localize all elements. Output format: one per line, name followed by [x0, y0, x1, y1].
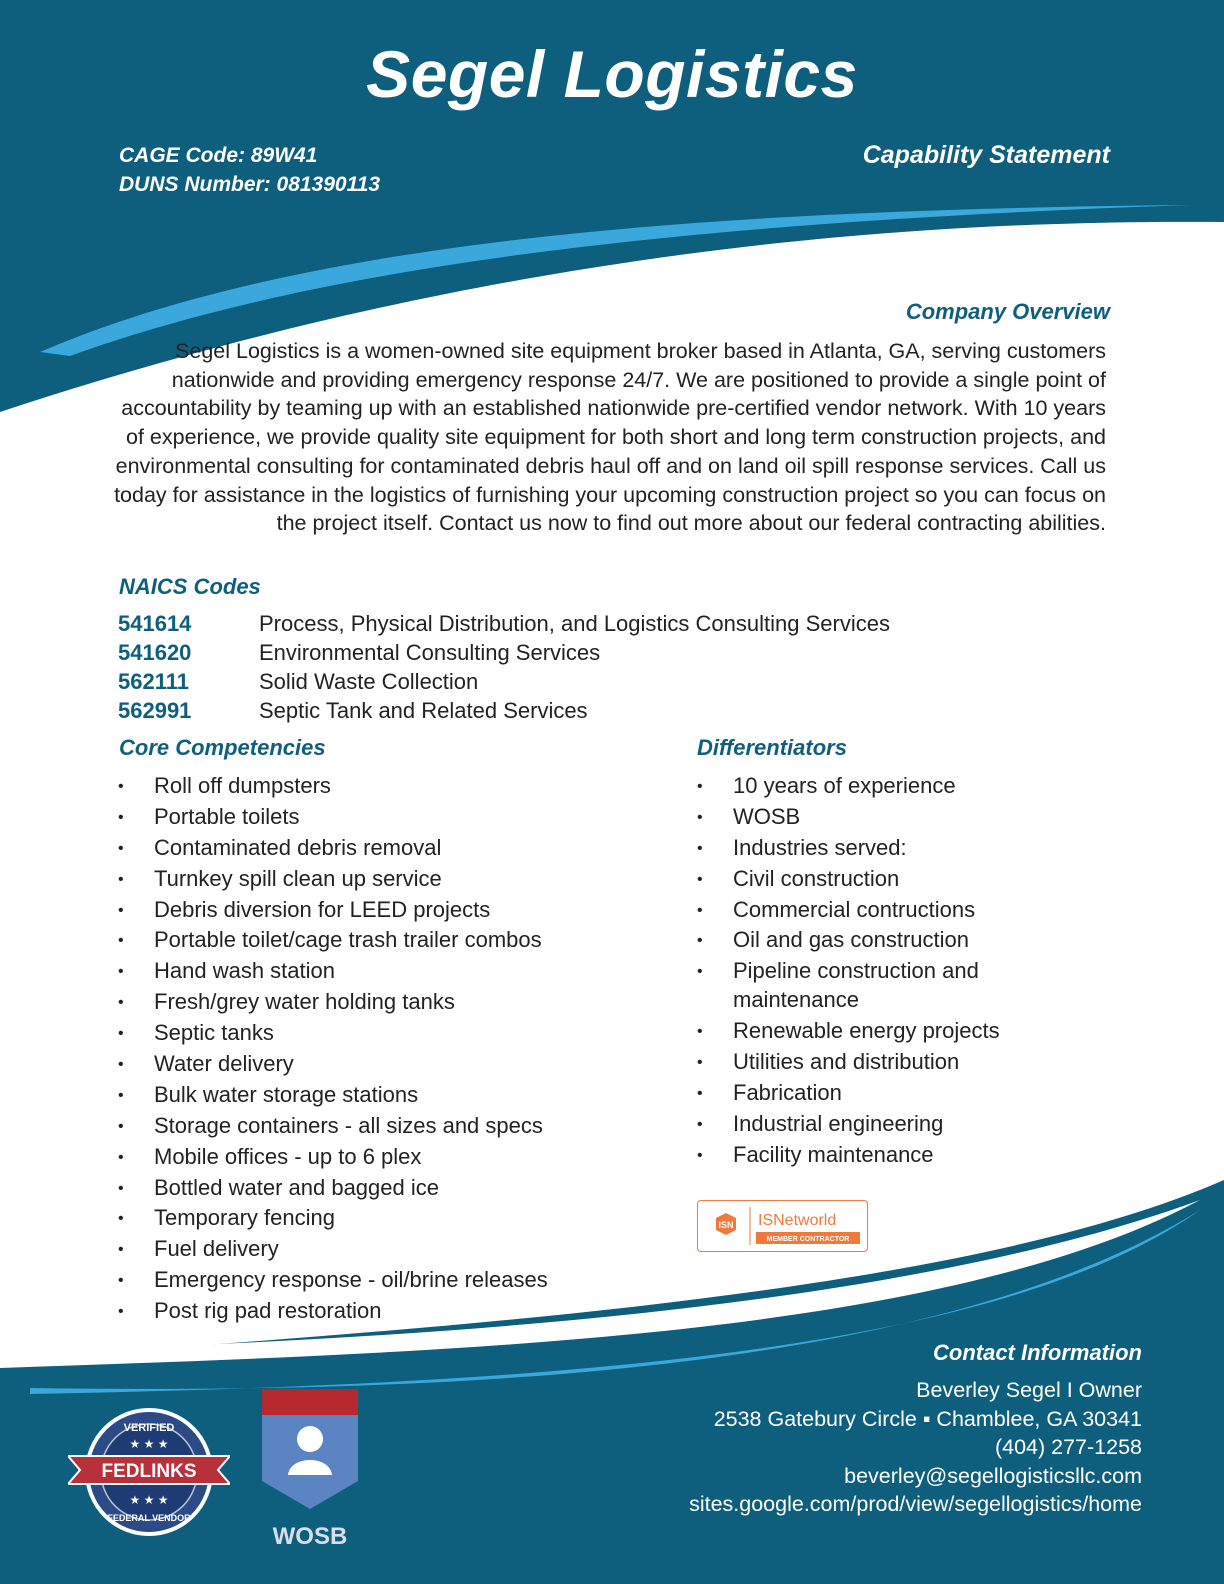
- differentiators-list: [697, 771, 1127, 1171]
- naics-code: 541620: [118, 640, 192, 665]
- differentiators-heading: Differentiators: [697, 735, 847, 760]
- naics-row: [118, 696, 890, 725]
- contact-address: 2538 Gatebury Circle ▪ Chamblee, GA 30341: [713, 1406, 1142, 1431]
- list-item: • Hand wash station: [118, 956, 658, 985]
- list-item: • Portable toilets: [118, 802, 658, 831]
- list-item: • Renewable energy projects: [697, 1016, 1127, 1045]
- naics-row: [118, 638, 890, 667]
- list-item: • Industries served:: [697, 833, 1127, 862]
- isnetworld-badge: [697, 1200, 868, 1252]
- list-item: • Facility maintenance: [697, 1140, 1127, 1169]
- naics-code: 541614: [118, 611, 192, 636]
- list-item: • Mobile offices - up to 6 plex: [118, 1142, 658, 1171]
- svg-text:FEDLINKS: FEDLINKS: [101, 1461, 197, 1482]
- core-competencies-list: [118, 771, 658, 1327]
- naics-row: [118, 667, 890, 696]
- list-item: • WOSB: [697, 802, 1127, 831]
- company-title: Segel Logistics: [366, 37, 858, 111]
- list-item: • Storage containers - all sizes and specs: [118, 1111, 658, 1140]
- list-item: • Temporary fencing: [118, 1203, 658, 1232]
- list-item: • Pipeline construction and maintenance: [697, 956, 1033, 1014]
- svg-text:★ ★ ★: ★ ★ ★: [129, 1437, 169, 1451]
- list-item: • Post rig pad restoration: [118, 1296, 658, 1325]
- list-item: • Contaminated debris removal: [118, 833, 658, 862]
- naics-description: Solid Waste Collection: [259, 669, 479, 694]
- naics-code: 562111: [118, 669, 189, 694]
- naics-row: [118, 609, 890, 638]
- svg-text:ISN: ISN: [718, 1220, 734, 1230]
- list-item: • Fuel delivery: [118, 1234, 658, 1263]
- svg-text:VERIFIED: VERIFIED: [123, 1422, 175, 1434]
- contact-phone[interactable]: (404) 277-1258: [994, 1435, 1142, 1460]
- core-competencies-heading: Core Competencies: [119, 735, 326, 760]
- fedlinks-seal: [68, 1404, 230, 1540]
- registration-info: [119, 141, 380, 199]
- contact-block: [689, 1376, 1142, 1519]
- list-item: • Utilities and distribution: [697, 1047, 1127, 1076]
- list-item: • Bulk water storage stations: [118, 1080, 658, 1109]
- svg-text:★ ★ ★: ★ ★ ★: [129, 1493, 169, 1507]
- list-item: • Commercial contructions: [697, 895, 1127, 924]
- svg-text:ISNetworld: ISNetworld: [758, 1212, 837, 1229]
- naics-heading: NAICS Codes: [119, 574, 261, 599]
- naics-description: Septic Tank and Related Services: [259, 698, 588, 723]
- naics-code: 562991: [118, 698, 192, 723]
- document-type: Capability Statement: [862, 141, 1110, 169]
- list-item: • Debris diversion for LEED projects: [118, 895, 658, 924]
- contact-website[interactable]: sites.google.com/prod/view/segellogistics/home: [689, 1492, 1142, 1517]
- list-item: • Fresh/grey water holding tanks: [118, 987, 658, 1016]
- overview-heading: Company Overview: [905, 299, 1110, 324]
- contact-name: Beverley Segel I Owner: [916, 1378, 1142, 1402]
- naics-table: [118, 609, 890, 725]
- list-item: • 10 years of experience: [697, 771, 1127, 800]
- list-item: • Industrial engineering: [697, 1109, 1127, 1138]
- list-item: • Bottled water and bagged ice: [118, 1173, 658, 1202]
- list-item: • Water delivery: [118, 1049, 658, 1078]
- list-item: • Portable toilet/cage trash trailer combos: [118, 925, 658, 954]
- svg-text:MEMBER CONTRACTOR: MEMBER CONTRACTOR: [766, 1236, 850, 1243]
- svg-text:WOSB: WOSB: [272, 1523, 348, 1550]
- cage-code: CAGE Code: 89W41: [119, 144, 318, 167]
- contact-heading: Contact Information: [933, 1340, 1142, 1365]
- list-item: • Roll off dumpsters: [118, 771, 658, 800]
- overview-text: Segel Logistics is a women-owned site equipment broker based in Atlanta, GA, serving customers nationwide and providing emergency response 24/7. We are positioned to provide a single point of accountability by teaming up with an established nationwide pre-certified vendor network. With 10 years of experience, we provide quality site equipment for both short and long term construction projects, and environmental consulting for contaminated debris haul off and on land oil spill response services. Call us today for assistance in the logistics of furnishing your upcoming construction project so you can focus on the project itself. Contact us now to find out more about our federal contracting abilities.: [114, 339, 1106, 536]
- naics-description: Environmental Consulting Services: [259, 640, 601, 665]
- isnetworld-logo: [698, 1201, 866, 1250]
- list-item: • Fabrication: [697, 1078, 1127, 1107]
- list-item: • Emergency response - oil/brine releases: [118, 1265, 658, 1294]
- list-item: • Septic tanks: [118, 1018, 658, 1047]
- duns-number: DUNS Number: 081390113: [119, 173, 381, 196]
- list-item: • Oil and gas construction: [697, 925, 1127, 954]
- naics-description: Process, Physical Distribution, and Logistics Consulting Services: [259, 611, 890, 636]
- svg-text:FEDERAL VENDOR: FEDERAL VENDOR: [107, 1513, 191, 1523]
- wosb-shield: [260, 1389, 360, 1554]
- list-item: • Turnkey spill clean up service: [118, 864, 658, 893]
- contact-email[interactable]: beverley@segellogisticsllc.com: [844, 1463, 1142, 1488]
- list-item: • Civil construction: [697, 864, 1127, 893]
